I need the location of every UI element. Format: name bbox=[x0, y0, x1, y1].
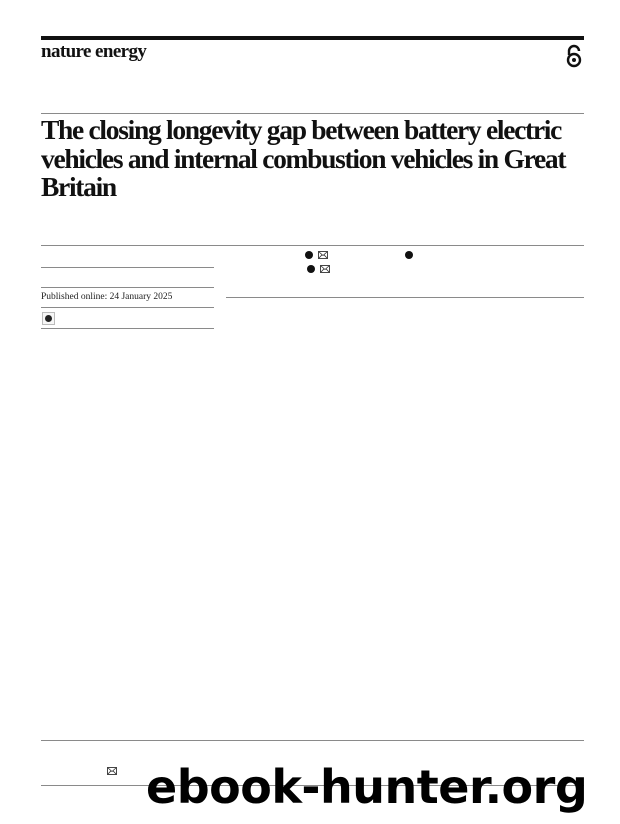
envelope-icon[interactable] bbox=[318, 251, 328, 259]
meta-rule-2 bbox=[41, 287, 214, 288]
footer-top-rule bbox=[41, 740, 584, 741]
published-date: Published online: 24 January 2025 bbox=[41, 292, 173, 302]
header-rule bbox=[41, 36, 584, 40]
meta-rule-1 bbox=[41, 267, 214, 268]
meta-rule-4 bbox=[41, 328, 214, 329]
journal-name: nature energy bbox=[41, 41, 147, 62]
meta-rule-3 bbox=[41, 307, 214, 308]
check-for-updates-icon[interactable] bbox=[42, 312, 55, 325]
article-title: The closing longevity gap between battery electric vehicles and internal combustion vehicles in Great Britain bbox=[41, 114, 566, 202]
open-access-icon bbox=[564, 44, 584, 68]
orcid-icon[interactable] bbox=[305, 251, 313, 259]
orcid-icon[interactable] bbox=[405, 251, 413, 259]
envelope-icon[interactable] bbox=[320, 265, 330, 273]
meta-top-rule bbox=[41, 245, 584, 246]
envelope-icon[interactable] bbox=[107, 767, 117, 775]
watermark: ebook-hunter.org bbox=[146, 760, 588, 814]
abstract-top-rule bbox=[226, 297, 584, 298]
orcid-icon[interactable] bbox=[307, 265, 315, 273]
